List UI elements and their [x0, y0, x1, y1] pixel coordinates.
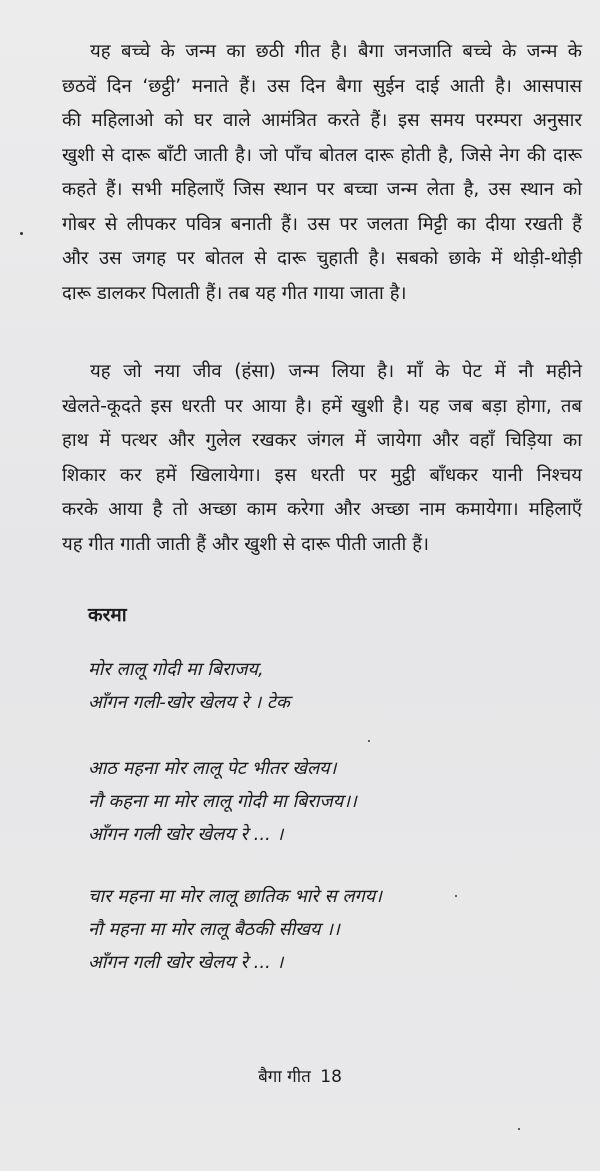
print-speck	[518, 1128, 520, 1130]
verse-line: नौ कहना मा मोर लालू गोदी मा बिराजय।।	[88, 791, 357, 812]
text-line: हाथ में पत्थर और गुलेल रखकर जंगल में जायेगा और वहाँ चिड़िया का	[62, 430, 582, 451]
verse-line: मोर लालू गोदी मा बिराजय,	[88, 659, 264, 680]
verse-line: आठ महना मोर लालू पेट भीतर खेलय।	[88, 758, 337, 779]
page-number: 18	[320, 1067, 342, 1087]
text-line: और उस जगह पर बोतल से दारू चुहाती है। सबको छाके में थोड़ी-थोड़ी	[62, 248, 582, 269]
print-speck	[20, 232, 23, 235]
page-footer	[0, 1065, 600, 1089]
print-speck	[368, 740, 370, 742]
song-heading: करमा	[88, 604, 127, 626]
verse-line: आँगन गली-खोर खेलय रे । टेक	[88, 692, 290, 713]
text-line: छठवें दिन ‘छट्ठी’ मनाते हैं। उस दिन बैगा सुईन दाई आती है। आसपास	[62, 75, 582, 97]
verse-line: चार महना मा मोर लालू छातिक भारे स लगय।	[88, 886, 382, 907]
verse-line: नौ महना मा मोर लालू बैठकी सीखय ।।	[88, 919, 340, 940]
text-line: की महिलाओ को घर वाले आमंत्रित करते हैं। इस समय परम्परा अनुसार	[62, 110, 582, 131]
book-title: बैगा गीत	[258, 1067, 311, 1087]
text-line: यह गीत गाती जाती हैं और खुशी से दारू पीती जाती हैं।	[62, 533, 430, 555]
verse-refrain	[88, 653, 290, 719]
paragraph-intro	[62, 35, 582, 311]
paragraph-explanation	[62, 355, 582, 562]
verse-line: आँगन गली खोर खेलय रे ... ।	[88, 952, 284, 973]
text-line: खेलते-कूदते इस धरती पर आया है। हमें खुशी है। यह जब बड़ा होगा, तब	[62, 395, 582, 417]
verse-stanza-2	[88, 880, 382, 979]
text-line: खुशी से दारू बाँटी जाती है। जो पाँच बोतल दारू होती है, जिसे नेग की दारू	[62, 144, 582, 166]
verse-stanza-1	[88, 752, 357, 851]
print-speck	[455, 895, 457, 897]
text-line: यह बच्चे के जन्म का छठी गीत है। बैगा जनजाति बच्चे के जन्म के	[90, 41, 582, 62]
text-line: गोबर से लीपकर पवित्र बनाती हैं। उस पर जलता मिट्टी का दीया रखती हैं	[62, 213, 582, 235]
text-line: दारू डालकर पिलाती हैं। तब यह गीत गाया जाता है।	[62, 282, 407, 304]
text-line: करके आया है तो अच्छा काम करेगा और अच्छा नाम कमायेगा। महिलाएँ	[62, 499, 582, 520]
text-line: कहते हैं। सभी महिलाएँ जिस स्थान पर बच्चा जन्म लेता है, उस स्थान को	[62, 179, 582, 200]
text-line: शिकार कर हमें खिलायेगा। इस धरती पर मुट्ठी बाँधकर यानी निश्चय	[62, 464, 582, 486]
verse-line: आँगन गली खोर खेलय रे ... ।	[88, 824, 284, 845]
text-line: यह जो नया जीव (हंसा) जन्म लिया है। माँ के पेट में नौ महीने	[90, 361, 582, 382]
